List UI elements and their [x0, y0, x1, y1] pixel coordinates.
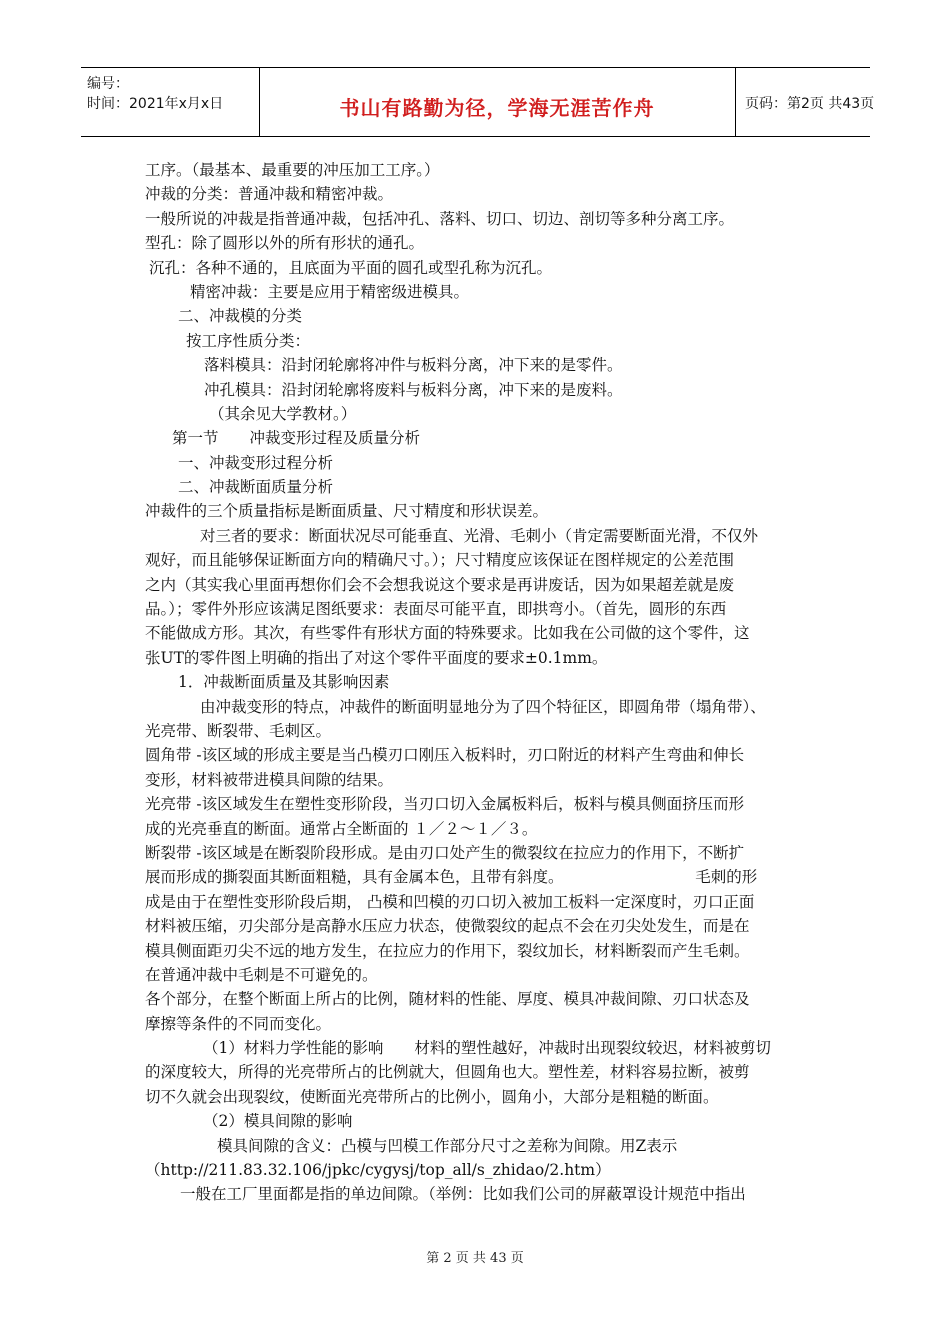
doc-date-label: 时间：2021年x月x日	[87, 96, 224, 112]
text-line: 品。）；零件外形应该满足图纸要求：表面尽可能平直，即拱弯小。（首先，圆形的东西	[145, 600, 727, 619]
doc-number-label: 编号：	[87, 76, 129, 92]
text-line: 冲裁件的三个质量指标是断面质量、尺寸精度和形状误差。	[145, 502, 549, 521]
text-line: 光亮带、断裂带、毛刺区。	[145, 721, 332, 740]
text-line: 的深度较大，所得的光亮带所占的比例就大，但圆角也大。塑性差，材料容易拉断，被剪	[145, 1063, 750, 1082]
header-page-cell	[735, 68, 875, 136]
text-line: 各个部分，在整个断面上所占的比例，随材料的性能、厚度、模具冲裁间隙、刃口状态及	[145, 990, 750, 1009]
header-motto: 书山有路勤为径，学海无涯苦作舟	[339, 96, 655, 120]
text-line: 不能做成方形。其次，有些零件有形状方面的特殊要求。比如我在公司做的这个零件，这	[145, 624, 750, 643]
url-line: （http://211.83.32.106/jpkc/cygysj/top_all/s_zhidao/2.htm）	[145, 1161, 611, 1180]
text-line: 张UT的零件图上明确的指出了对这个零件平面度的要求±0.1mm。	[145, 648, 608, 667]
text-line: 精密冲裁：主要是应用于精密级进模具。	[190, 282, 470, 301]
text-line: 工序。（最基本、最重要的冲压加工工序。）	[145, 161, 440, 179]
section-heading: 一、冲裁变形过程分析	[178, 453, 334, 472]
text-line: 对三者的要求：断面状况尽可能垂直、光滑、毛刺小（肯定需要断面光滑，不仅外	[200, 526, 759, 545]
text-line: 落料模具：沿封闭轮廓将冲件与板料分离，冲下来的是零件。	[204, 356, 623, 375]
text-line: 成的光亮垂直的断面。通常占全断面的 １／２～１／３。	[145, 819, 538, 838]
header-page-number: 页码：第2页 共43页	[745, 96, 875, 112]
header-info-cell	[81, 68, 260, 136]
text-line: 变形，材料被带进模具间隙的结果。	[145, 770, 394, 789]
text-line: 切不久就会出现裂纹，使断面光亮带所占的比例小，圆角小，大部分是粗糙的断面。	[145, 1087, 719, 1106]
text-line: （其余见大学教材。）	[209, 404, 357, 423]
text-line: 光亮带 -该区域发生在塑性变形阶段，当刃口切入金属板料后，板料与模具侧面挤压而形	[145, 795, 745, 814]
text-line: 一般所说的冲裁是指普通冲裁，包括冲孔、落料、切口、切边、剖切等多种分离工序。	[145, 209, 735, 228]
document-body	[145, 158, 810, 1207]
text-line: 材料被压缩，刃尖部分是高静水压应力状态，使微裂纹的起点不会在刃尖处发生，而是在	[145, 917, 750, 936]
text-line: 成是由于在塑性变形阶段后期， 凸模和凹模的刃口切入被加工板料一定深度时，刃口正面	[145, 892, 755, 911]
text-line: 模具间隙的含义：凸模与凹模工作部分尺寸之差称为间隙。用Z表示	[217, 1136, 678, 1155]
text-line: 断裂带 -该区域是在断裂阶段形成。是由刃口处产生的微裂纹在拉应力的作用下，不断扩	[145, 843, 745, 862]
text-line: 按工序性质分类：	[186, 331, 311, 350]
text-line: 在普通冲裁中毛刺是不可避免的。	[145, 965, 378, 984]
text-line: 冲孔模具：沿封闭轮廓将废料与板料分离，冲下来的是废料。	[204, 380, 623, 399]
section-heading: 第一节 冲裁变形过程及质量分析	[172, 429, 421, 448]
section-heading: 二、冲裁模的分类	[178, 307, 303, 326]
text-line: 由冲裁变形的特点，冲裁件的断面明显地分为了四个特征区，即圆角带（塌角带）、	[200, 697, 766, 716]
text-line: 观好，而且能够保证断面方向的精确尺寸。）；尺寸精度应该保证在图样规定的公差范围	[145, 551, 735, 570]
text-line: 一般在工厂里面都是指的单边间隙。（举例：比如我们公司的屏蔽罩设计规范中指出	[180, 1185, 746, 1204]
text-line: 沉孔：各种不通的，且底面为平面的圆孔或型孔称为沉孔。	[149, 258, 553, 277]
section-heading: 二、冲裁断面质量分析	[178, 478, 334, 497]
text-line: 模具侧面距刃尖不远的地方发生，在拉应力的作用下，裂纹加长，材料断裂而产生毛刺。	[145, 941, 750, 960]
text-line: 展而形成的撕裂面其断面粗糙，具有金属本色，且带有斜度。 毛刺的形	[145, 868, 758, 887]
text-line: 之内（其实我心里面再想你们会不会想我说这个要求是再讲废话，因为如果超差就是废	[145, 575, 735, 594]
text-line: 摩擦等条件的不同而变化。	[145, 1014, 332, 1033]
section-heading: （2）模具间隙的影响	[203, 1112, 353, 1131]
header-motto-cell	[259, 68, 736, 136]
text-line: 冲裁的分类：普通冲裁和精密冲裁。	[145, 185, 394, 204]
page-header	[81, 67, 875, 137]
text-line: 型孔：除了圆形以外的所有形状的通孔。	[145, 234, 425, 253]
text-line: （1）材料力学性能的影响 材料的塑性越好，冲裁时出现裂纹较迟，材料被剪切	[203, 1039, 771, 1058]
page-footer: 第 2 页 共 43 页	[426, 1251, 524, 1266]
text-line: 圆角带 -该区域的形成主要是当凸模刃口刚压入板料时，刃口附近的材料产生弯曲和伸长	[145, 746, 745, 765]
section-heading: 1．冲裁断面质量及其影响因素	[178, 673, 390, 692]
